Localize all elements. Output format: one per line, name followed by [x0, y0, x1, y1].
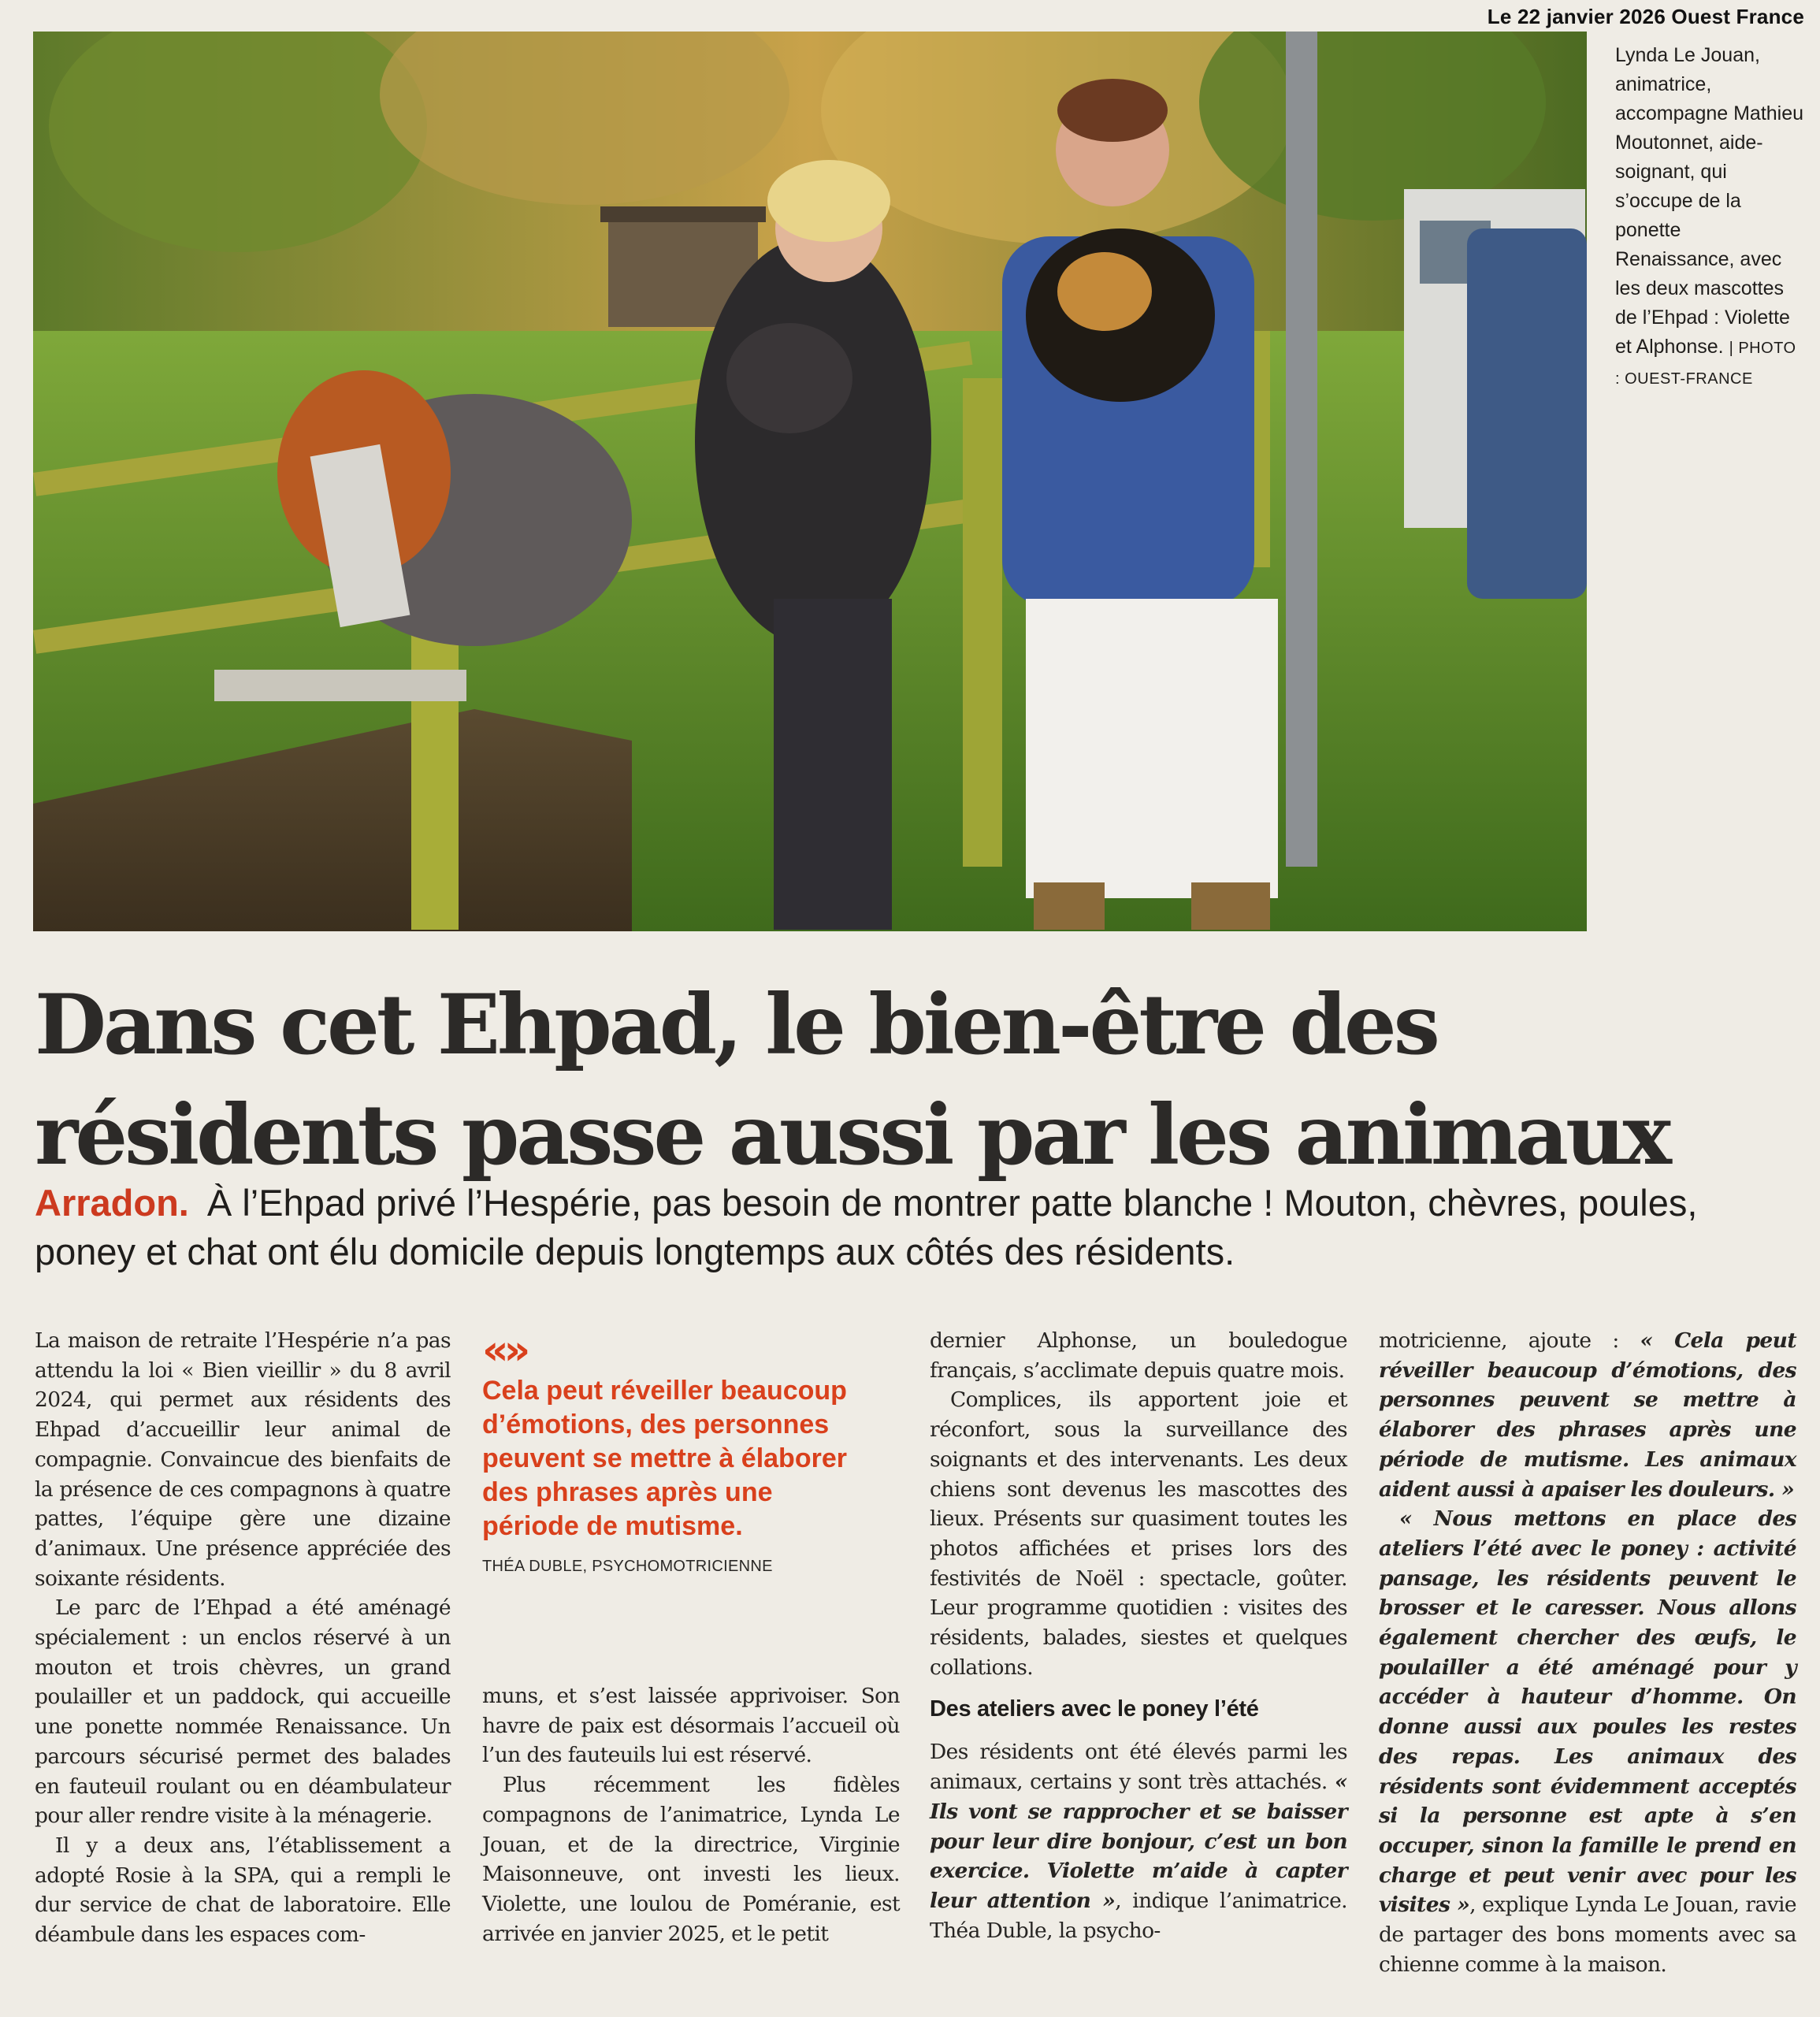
article-photo	[33, 32, 1587, 931]
photo-credit: | PHOTO : OUEST-FRANCE	[1615, 340, 1796, 388]
text-run: , indique l’animatrice. Théa Duble, la psycho-	[930, 1888, 1347, 1943]
article-subheading: Des ateliers avec le poney l’été	[930, 1696, 1259, 1722]
pull-quote	[482, 1327, 868, 1576]
text-run: motricienne, ajoute :	[1379, 1328, 1619, 1353]
paragraph: muns, et s’est laissée apprivoiser. Son havre de paix est désormais l’accueil où l’un des fauteuils lui est réservé.	[482, 1684, 900, 1768]
text-run: , explique Lynda Le Jouan, ravie de partager des bons moments avec sa chienne comme à la maison.	[1379, 1893, 1797, 1977]
quote-run: « Ils vont se rapprocher et se baisser pour leur dire bonjour, c’est un bon exercice. Violette m’aide à capter leur attention »	[930, 1770, 1347, 1913]
paragraph	[930, 1737, 1347, 1945]
pull-quote-author: THÉA DUBLE, PSYCHOMOTRICIENNE	[482, 1558, 773, 1575]
article-standfirst	[35, 1179, 1807, 1276]
headline-line-1: Dans cet Ehpad, le bien-être des	[35, 975, 1437, 1073]
pull-quote-text: Cela peut réveiller beaucoup d’émotions, des personnes peuvent se mettre à élaborer des phrases après une période de mutisme.	[482, 1376, 847, 1541]
paragraph: Plus récemment les fidèles compagnons de l’animatrice, Lynda Le Jouan, et de la directrice, Virginie Maisonneuve, ont investi les lieux. Violette, une loulou de Poméranie, est arrivée en janvier 2025, et le petit	[482, 1773, 900, 1946]
headline-line-2: résidents passe aussi par les animaux	[35, 1086, 1669, 1183]
standfirst-text: À l’Ehpad privé l’Hespérie, pas besoin de montrer patte blanche ! Mouton, chèvres, poules, poney et chat ont élu domicile depuis longtemps aux côtés des résidents.	[35, 1182, 1698, 1272]
article-column-3	[930, 1326, 1347, 1945]
quote-run: « Cela peut réveiller beaucoup d’émotions, des personnes peuvent se mettre à élaborer des phrases après une période de mutisme. Les animaux aident aussi à apaiser les douleurs. »	[1379, 1328, 1796, 1502]
quote-mark-icon: «»	[482, 1327, 526, 1374]
dateline-location: Arradon.	[35, 1182, 189, 1224]
paragraph: Il y a deux ans, l’établissement a adopté Rosie à la SPA, qui a rempli le dur service de chat de laboratoire. Elle déambule dans les espaces com-	[35, 1833, 451, 1948]
article-column-1	[35, 1326, 451, 1950]
text-run: Des résidents ont été élevés parmi les animaux, certains y sont très attachés.	[930, 1740, 1347, 1795]
article-headline	[35, 969, 1807, 1190]
paragraph: Complices, ils apportent joie et réconfort, sous la surveillance des soignants et des intervenants. Les deux chiens sont devenus les mascottes des lieux. Présents sur quasiment toutes les photos affichées et prises lors des festivités de Noël : spectacle, goûter. Leur programme quotidien : visites des résidents, balades, siestes et quelques collations.	[930, 1387, 1347, 1680]
photo-image	[33, 32, 1587, 931]
caption-text: Lynda Le Jouan, animatrice, accompagne Mathieu Moutonnet, aide-soignant, qui s’occupe de la ponette Renaissance, avec les deux mascottes de l’Ehpad : Violette et Alphonse.	[1615, 44, 1804, 358]
paragraph: dernier Alphonse, un bouledogue français, s’acclimate depuis quatre mois.	[930, 1328, 1347, 1383]
article-column-4	[1379, 1326, 1796, 1979]
paragraph	[1379, 1326, 1796, 1504]
photo-caption	[1615, 41, 1804, 394]
paragraph: Le parc de l’Ehpad a été aménagé spécialement : un enclos réservé à un mouton et trois chèvres, un grand poulailler et un paddock, qui accueille une ponette nommée Renaissance. Un parcours sécurisé permet des balades en fauteuil roulant ou en déambulateur pour aller rendre visite à la ménagerie.	[35, 1595, 451, 1829]
article-column-2	[482, 1681, 900, 1948]
page-source-date: Le 22 janvier 2026 Ouest France	[1487, 5, 1804, 28]
paragraph: La maison de retraite l’Hespérie n’a pas attendu la loi « Bien vieillir » du 8 avril 2024, qui permet aux résidents des Ehpad d’accueillir leur animal de compagnie. Convaincue des bienfaits de la présence de ces compagnons à quatre pattes, l’équipe gère une dizaine d’animaux. Une présence appréciée des soixante résidents.	[35, 1328, 451, 1591]
quote-run: « Nous mettons en place des ateliers l’été avec le poney : activité pansage, les résidents peuvent le brosser et le caresser. Nous allons également chercher des œufs, le poulailler a été aménagé pour y accéder à hauteur d’homme. On donne aussi aux poules les restes des repas. Les animaux des résidents sont évidemment acceptés si la personne est apte à s’en occuper, sinon la famille le prend en charge et peut venir avec pour les visites »	[1379, 1506, 1796, 1918]
paragraph	[1379, 1504, 1796, 1979]
